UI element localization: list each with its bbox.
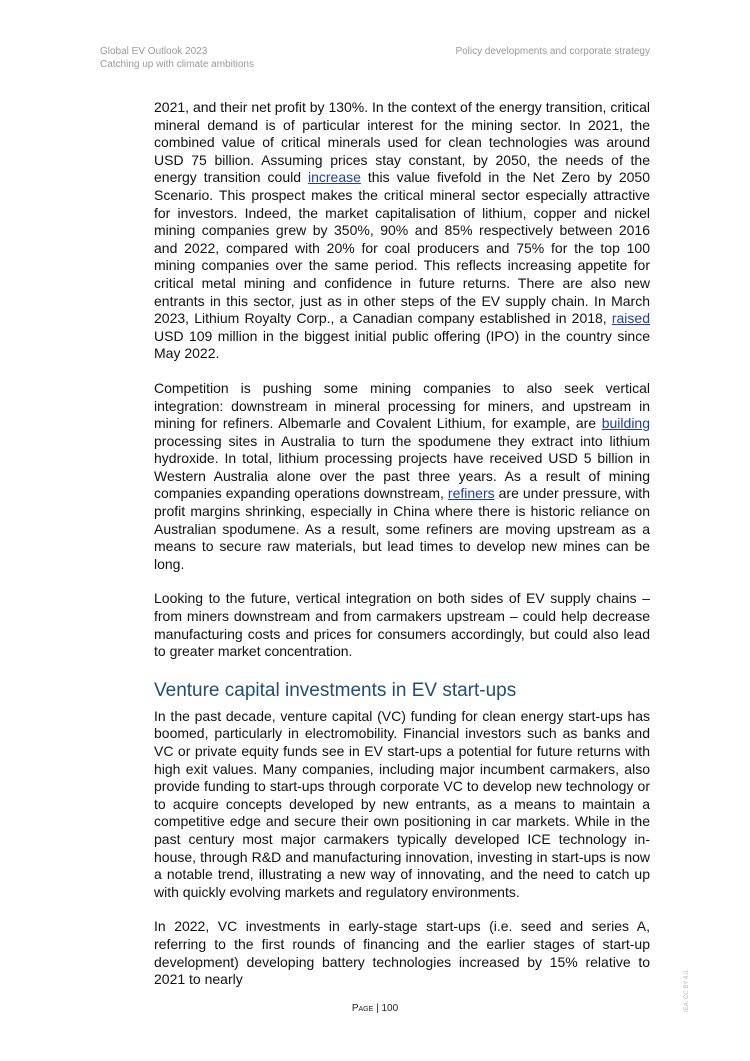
page-separator: | — [373, 1003, 382, 1014]
paragraph-vertical-integration — [154, 380, 650, 574]
link-refiners[interactable]: refiners — [447, 485, 495, 502]
paragraph-mining-investment — [154, 99, 650, 363]
page-number: 100 — [381, 1003, 399, 1014]
report-title: Global EV Outlook 2023 — [100, 46, 208, 57]
paragraph-vc-early-stage: In 2022, VC investments in early-stage start-ups (i.e. seed and series A, referring to the first rounds of financing and the earlier stages of start-up development) developing battery technologies increased by 15% relative to 2021 to nearly — [154, 918, 650, 988]
paragraph-text: Competition is pushing some mining companies to also seek vertical integration: downstream in mineral processing for miners, and upstream in mining for refiners. Albemarle and Covalent Lithium, for example, are — [154, 379, 650, 432]
paragraph-text: this value fivefold in the Net Zero by 2050 Scenario. This prospect makes the critical mineral sector especially attractive for investors. Indeed, the market capitalisation of lithium, copper and nickel mining companies grew by 350%, 90% and 85% respectively between 2016 and 2022, compared with 20% for coal producers and 75% for the top 100 mining companies over the same period. This reflects increasing appetite for critical metal mining and confidence in future returns. There are also new entrants in this sector, just as in other steps of the EV supply chain. In March 2023, Lithium Royalty Corp., a Canadian company established in 2018, — [154, 169, 650, 327]
report-subtitle: Catching up with climate ambitions — [100, 59, 254, 70]
paragraph-text: processing sites in Australia to turn the spodumene they extract into lithium hydroxide. In total, lithium processing projects have received USD 5 billion in Western Australia alone over the past three years. As a result of mining companies expanding operations downstream, — [154, 432, 650, 502]
page-footer — [0, 1003, 750, 1014]
link-building[interactable]: building — [601, 415, 650, 432]
running-header-left — [100, 45, 254, 71]
paragraph-text: are under pressure, with profit margins shrinking, especially in China where there is historic reliance on Australian spodumene. As a result, some refiners are moving upstream as a means to secure raw materials, but lead times to develop new mines can be long. — [154, 485, 650, 572]
link-raised[interactable]: raised — [611, 310, 650, 327]
section-heading: Venture capital investments in EV start-ups — [154, 679, 517, 701]
license-note: IEA. CC BY 4.0. — [684, 969, 690, 1012]
paragraph-future-outlook: Looking to the future, vertical integration on both sides of EV supply chains – from miners downstream and from carmakers upstream – could help decrease manufacturing costs and prices for consumers accordingly, but could also lead to greater market concentration. — [154, 590, 650, 660]
paragraph-text: USD 109 million in the biggest initial public offering (IPO) in the country since May 2022. — [154, 327, 650, 362]
link-increase[interactable]: increase — [307, 169, 361, 186]
paragraph-text: 2021, and their net profit by 130%. In the context of the energy transition, critical mineral demand is of particular interest for the mining sector. In 2021, the combined value of critical minerals used for clean technologies was around USD 75 billion. Assuming prices stay constant, by 2050, the needs of the energy transition could — [154, 99, 650, 186]
running-header-right: Policy developments and corporate strategy — [455, 46, 650, 57]
page-body — [154, 99, 650, 989]
page-label: Page — [351, 1003, 374, 1014]
paragraph-vc-funding: In the past decade, venture capital (VC) funding for clean energy start-ups has boomed, particularly in electromobility. Financial investors such as banks and VC or private equity funds see in EV start-ups a potential for future returns with high exit values. Many companies, including major incumbent carmakers, also provide funding to start-ups through corporate VC to develop new technology or to acquire concepts developed by new entrants, as a means to maintain a competitive edge and secure their own positioning in car markets. While in the past century most major carmakers typically developed ICE technology in-house, through R&D and manufacturing innovation, investing in start-ups is now a notable trend, illustrating a new way of innovating, and the need to catch up with quickly evolving markets and regulatory environments. — [154, 707, 650, 900]
